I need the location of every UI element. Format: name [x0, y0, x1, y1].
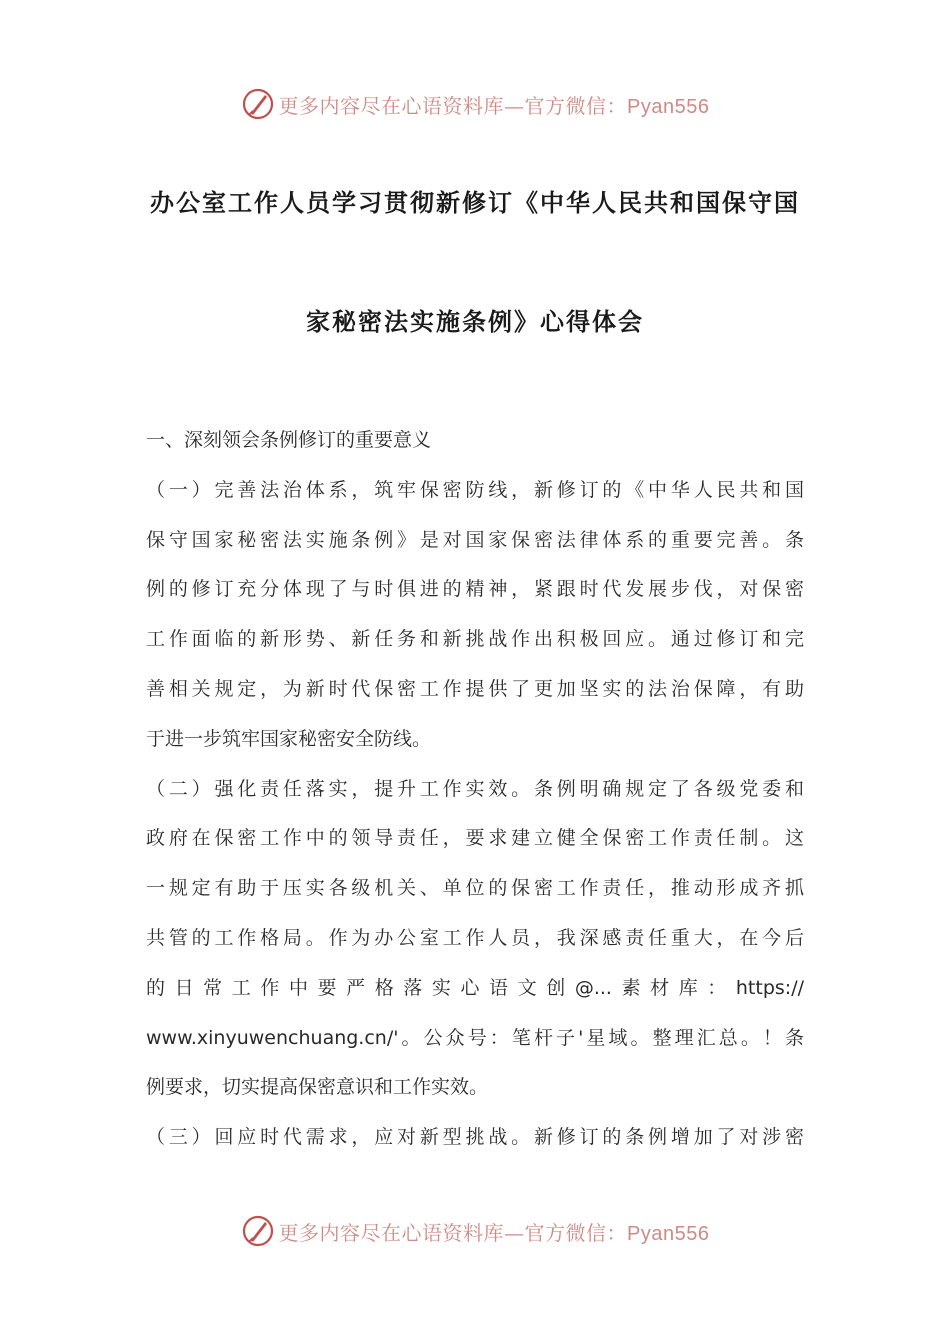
section-heading: 一、深刻领会条例修订的重要意义	[146, 429, 432, 451]
paragraph-1	[146, 466, 804, 765]
paragraph-3	[146, 1113, 804, 1163]
text-line: 于进一步筑牢国家秘密安全防线。	[146, 727, 432, 750]
document-title-line-2: 家秘密法实施条例》心得体会	[306, 308, 644, 336]
watermark-text: 更多内容尽在心语资料库—官方微信：Pyan556	[278, 1220, 710, 1245]
quill-logo-icon	[241, 87, 275, 121]
text-line: 工作面临的新形势、新任务和新挑战作出积极回应。通过修订和完	[146, 628, 804, 651]
text-line: 政府在保密工作中的领导责任，要求建立健全保密工作责任制。这	[146, 827, 804, 850]
text-line: 例的修订充分体现了与时俱进的精神，紧跟时代发展步伐，对保密	[146, 578, 804, 601]
document-title-line-1: 办公室工作人员学习贯彻新修订《中华人民共和国保守国	[150, 189, 800, 217]
wechat-id: Pyan556	[627, 95, 710, 118]
text-line: 例要求，切实提高保密意识和工作实效。	[146, 1076, 489, 1099]
text-line: 的日常工作中要严格落实心语文创@...素材库：https://	[146, 976, 804, 999]
header-watermark	[0, 84, 950, 124]
text-line: 共管的工作格局。作为办公室工作人员，我深感责任重大，在今后	[146, 926, 804, 949]
text-line: 善相关规定，为新时代保密工作提供了更加坚实的法治保障，有助	[146, 677, 804, 700]
wechat-id: Pyan556	[627, 1222, 710, 1245]
paragraph-2	[146, 765, 804, 1114]
text-line: 保守国家秘密法实施条例》是对国家保密法律体系的重要完善。条	[146, 528, 804, 551]
watermark-text: 更多内容尽在心语资料库—官方微信：Pyan556	[278, 93, 710, 118]
text-line: （二）强化责任落实，提升工作实效。条例明确规定了各级党委和	[146, 777, 804, 800]
quill-logo-icon	[241, 1214, 275, 1248]
text-line: （三）回应时代需求，应对新型挑战。新修订的条例增加了对涉密	[146, 1126, 804, 1149]
text-line: www.xinyuwenchuang.cn/'。公众号：笔杆子'星域。整理汇总。！条	[146, 1026, 804, 1049]
text-line: （一）完善法治体系，筑牢保密防线，新修订的《中华人民共和国	[146, 478, 804, 501]
document-body	[146, 416, 804, 1163]
text-line: 一规定有助于压实各级机关、单位的保密工作责任，推动形成齐抓	[146, 877, 804, 900]
footer-watermark	[0, 1211, 950, 1251]
